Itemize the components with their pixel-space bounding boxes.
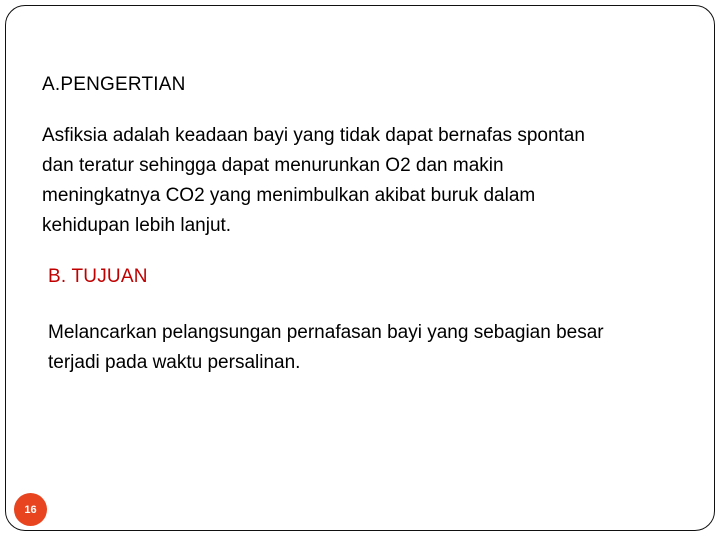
section-b-line: Melancarkan pelangsungan pernafasan bayi yang sebagian besar	[48, 322, 604, 343]
section-a-heading: A.PENGERTIAN	[42, 74, 186, 95]
section-a-line: kehidupan lebih lanjut.	[42, 215, 232, 236]
section-a-body	[42, 121, 585, 241]
section-b-body	[48, 318, 604, 378]
section-b-line: terjadi pada waktu persalinan.	[48, 352, 301, 373]
section-a-line: dan teratur sehingga dapat menurunkan O2 dan makin	[42, 155, 504, 176]
section-b-heading: B. TUJUAN	[48, 266, 148, 287]
page-number-badge: 16	[14, 493, 47, 526]
section-a-line: meningkatnya CO2 yang menimbulkan akibat buruk dalam	[42, 185, 536, 206]
section-a-line: Asfiksia adalah keadaan bayi yang tidak dapat bernafas spontan	[42, 125, 585, 146]
